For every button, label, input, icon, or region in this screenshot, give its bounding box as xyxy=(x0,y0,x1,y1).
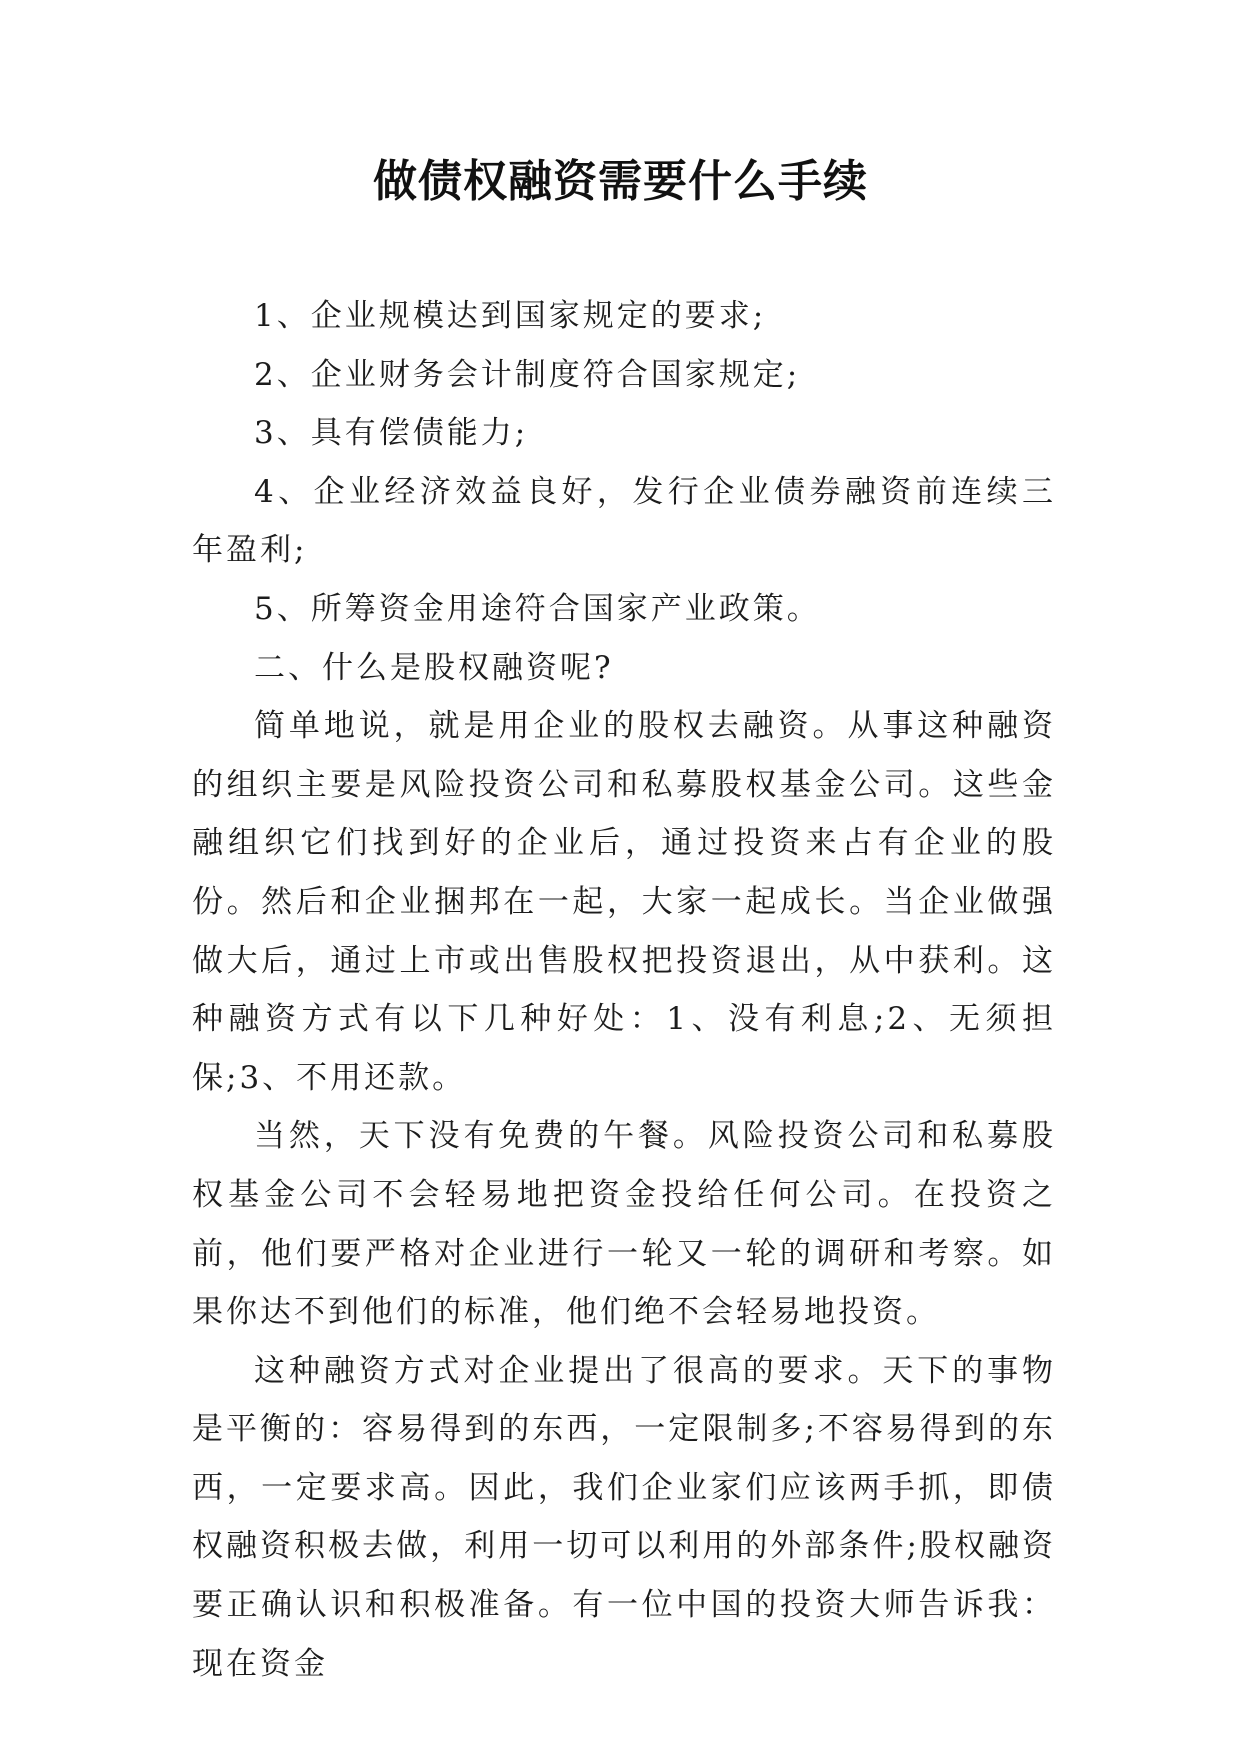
paragraph: 3、具有偿债能力; xyxy=(254,415,529,452)
paragraph: 当然，天下没有免费的午餐。风险投资公司和私募股权基金公司不会轻易地把资金投给任何公司。在投资之前，他们要严格对企业进行一轮又一轮的调研和考察。如果你达不到他们的标准，他们绝不会轻易地投资。 xyxy=(192,1118,1056,1331)
paragraph: 5、所筹资金用途符合国家产业政策。 xyxy=(254,590,821,627)
paragraph: 简单地说，就是用企业的股权去融资。从事这种融资的组织主要是风险投资公司和私募股权基金公司。这些金融组织它们找到好的企业后，通过投资来占有企业的股份。然后和企业捆邦在一起，大家一起成长。当企业做强做大后，通过上市或出售股权把投资退出，从中获利。这种融资方式有以下几种好处：1、没有利息;2、无须担保;3、不用还款。 xyxy=(192,708,1056,1096)
paragraph: 4、企业经济效益良好，发行企业债券融资前连续三年盈利; xyxy=(192,473,1056,569)
paragraph: 2、企业财务会计制度符合国家规定; xyxy=(254,356,801,393)
document-title: 做债权融资需要什么手续 xyxy=(373,156,868,207)
paragraph: 1、企业规模达到国家规定的要求; xyxy=(254,298,767,334)
document-body xyxy=(192,287,1056,1693)
section-heading: 二、什么是股权融资呢? xyxy=(254,649,614,686)
paragraph: 这种融资方式对企业提出了很高的要求。天下的事物是平衡的：容易得到的东西，一定限制多;不容易得到的东西，一定要求高。因此，我们企业家们应该两手抓，即债权融资积极去做，利用一切可以利用的外部条件;股权融资要正确认识和积极准备。有一位中国的投资大师告诉我：现在资金 xyxy=(192,1352,1056,1682)
